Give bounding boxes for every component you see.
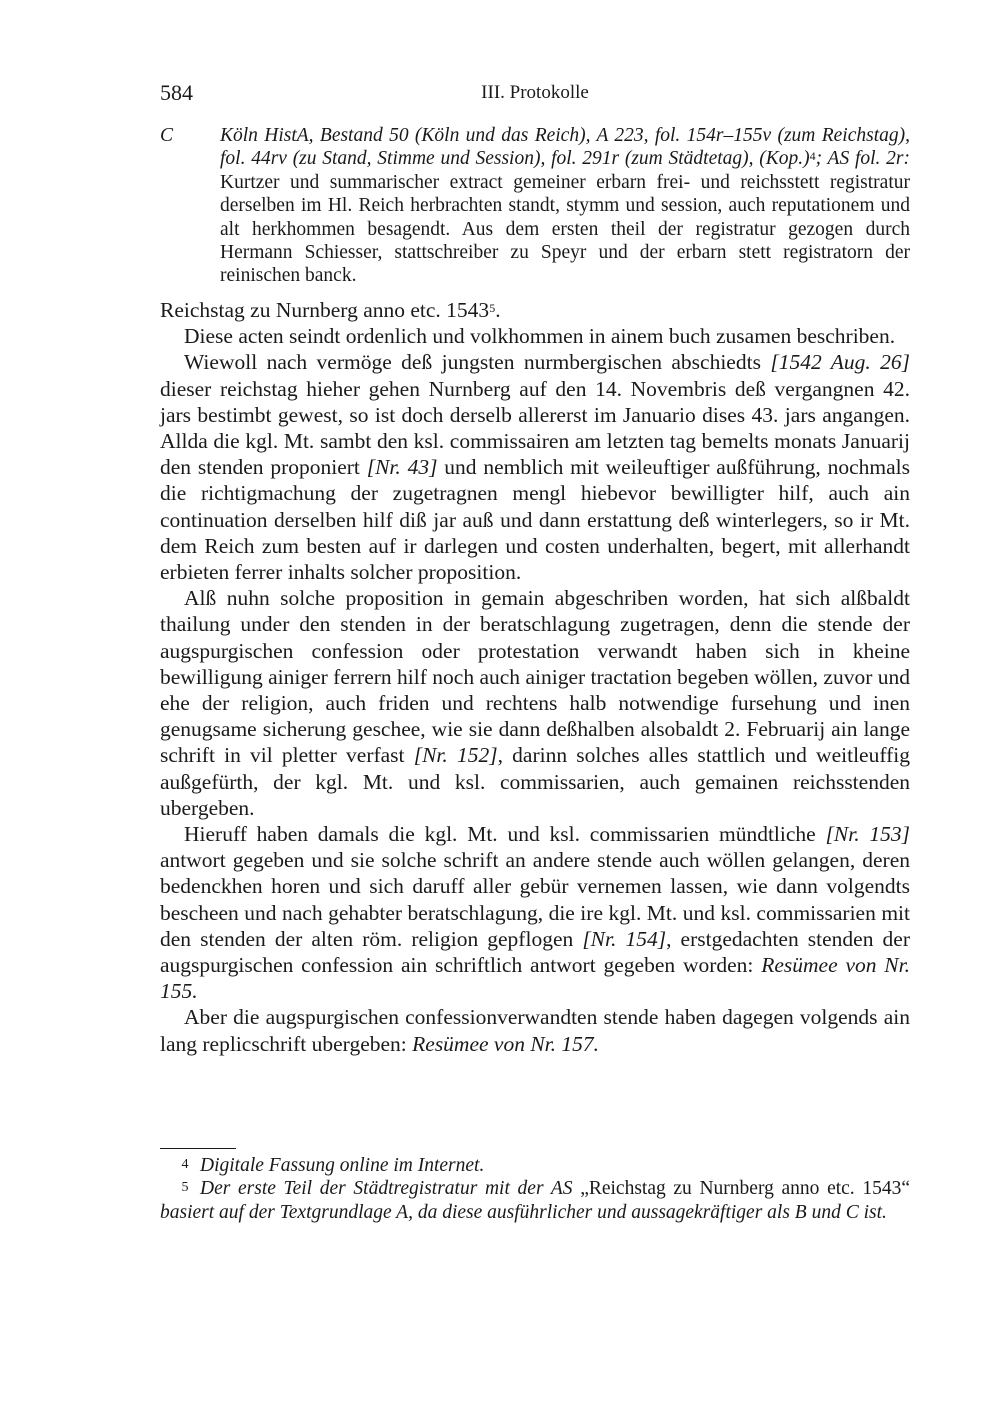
source-description bbox=[160, 124, 910, 288]
main-text bbox=[160, 297, 910, 1057]
footnotes bbox=[160, 1154, 910, 1224]
source-citation: Köln HistA, Bestand 50 (Köln und das Reich), A 223, fol. 154r–155v (zum Reichstag), fol. 44rv (zu Stand, Stimme und Session), fol. 291r (zum Städtetag), (Kop.) bbox=[220, 125, 910, 170]
running-head: III. Protokolle bbox=[481, 82, 589, 103]
paragraph-5: Aber die augspurgischen confessionverwandten stende haben dagegen volgends ain lang replicschrift ubergeben: Resümee von Nr. 157. bbox=[160, 1005, 910, 1056]
footnote-4: 4 Digitale Fassung online im Internet. bbox=[160, 1154, 910, 1177]
footnote-divider bbox=[160, 1148, 236, 1149]
as-label: ; AS fol. 2r: bbox=[815, 148, 910, 170]
as-text: Kurtzer und summarischer extract gemeiner erbarn frei- und reichsstett registratur derselben im Hl. Reich herbrachten standt, stymm und session, auch reputationem und alt herkhommen besagendt. Aus dem ersten theil der registratur gezogen durch Hermann Schiesser, stattschreiber zu Speyr und der erbarn stett registratorn der reinischen banck. bbox=[220, 171, 910, 287]
footnote-ref-4[interactable]: 4 bbox=[809, 149, 816, 164]
doc-ref: [Nr. 43] bbox=[366, 455, 438, 480]
footnote-number: 5 bbox=[181, 1180, 189, 1196]
page-header bbox=[160, 80, 910, 110]
paragraph-4: Hieruff haben damals die kgl. Mt. und ksl. commissarien mündtliche [Nr. 153] antwort gegeben und sie solche schrift an andere stende auch wöllen gelangen, deren bedenckhen horen und sich daruff aller gebür vernemen lassen, wie dann volgendts bescheen und nach gehabter beratschlagung, die ire kgl. Mt. und ksl. commissarien mit den stenden der alten röm. religion gepflogen [Nr. 154], erstgedachten stenden der augspurgischen confession ain schriftlich antwort gegeben worden: Resümee von Nr. 155. bbox=[160, 822, 910, 1004]
footnote-ref-5[interactable]: 5 bbox=[489, 301, 496, 315]
summary-ref: Resümee von Nr. 157. bbox=[412, 1031, 600, 1056]
footnote-5: 5 Der erste Teil der Städtregistratur mit der AS „Reichstag zu Nurnberg anno etc. 1543“ basiert auf der Textgrundlage A, da diese ausführlicher und aussagekräftiger als B und C ist. bbox=[160, 1178, 910, 1223]
source-siglum: C bbox=[160, 125, 174, 146]
footnote-number: 4 bbox=[181, 1157, 189, 1172]
date-ref: [1542 Aug. 26] bbox=[770, 350, 910, 375]
paragraph-1: Diese acten seindt ordenlich und volkhommen in ainem buch zusamen beschriben. bbox=[184, 324, 896, 349]
doc-ref: [Nr. 152] bbox=[413, 743, 498, 768]
doc-ref: [Nr. 154] bbox=[582, 926, 667, 951]
doc-ref: [Nr. 153] bbox=[825, 822, 910, 847]
paragraph-2: Wiewoll nach vermöge deß jungsten nurmbergischen abschiedts [1542 Aug. 26] dieser reichstag hieher gehen Nurnberg auf den 14. Novembris deß vergangnen 42. jars bestimbt gewest, so ist doch derselb allererst im Januario dises 43. jars angangen. Allda die kgl. Mt. sambt den ksl. commissairen am letzten tag bemelts monats Januarij den stenden proponiert [Nr. 43] und nemblich mit weileuftiger außführung, nochmals die richtigmachung der zugetragnen mengl hiebevor bewilligter hilf, auch ain continuation derselben hilf diß jar auß und dann erstattung deß winterlegers, so ir Mt. dem Reich zum besten auf ir darlegen und costen underhalten, begert, mit allerhandt erbieten ferrer inhalts solcher proposition. bbox=[160, 350, 911, 585]
page-number: 584 bbox=[160, 80, 193, 105]
source-text bbox=[220, 124, 910, 288]
section-title: Reichstag zu Nurnberg anno etc. 1543$^5$. bbox=[160, 298, 501, 322]
paragraph-3: Alß nuhn solche proposition in gemain abgeschriben worden, hat sich alßbaldt thailung under den stenden in der beratschlagung zugetragen, denn die stende der augspurgischen confession oder protestation verwandt haben sich in kheine bewilligung ainiger ferrern hilf noch auch ainiger tractation begeben wöllen, zuvor und ehe der religion, auch friden und rechtens halb notwendige fursehung und inen genugsame sicherung geschee, wie sie dann deßhalben alsobaldt 2. Februarij ain lange schrift in vil pletter verfast [Nr. 152], darinn solches alles stattlich und weitleuffig außgefürth, der kgl. Mt. und ksl. commissarien, auch gemainen reichsstenden ubergeben. bbox=[160, 586, 910, 820]
summary-ref: Resümee von Nr. 155. bbox=[160, 953, 910, 1004]
